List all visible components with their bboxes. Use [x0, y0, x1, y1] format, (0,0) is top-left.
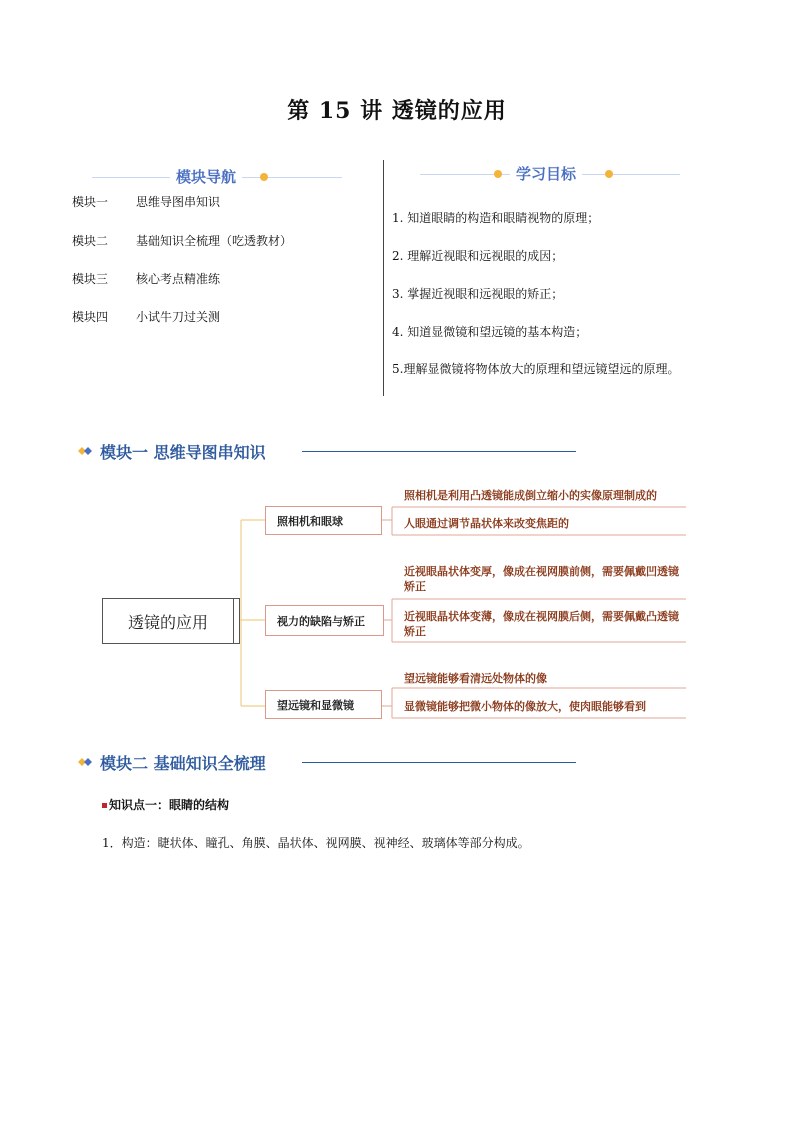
structure-line: 1．构造：睫状体、瞳孔、角膜、晶状体、视网膜、视神经、玻璃体等部分构成。	[102, 836, 530, 850]
goal-item: 4. 知道显微镜和望远镜的基本构造；	[392, 325, 588, 339]
nav-item-label: 思维导图串知识	[136, 195, 221, 209]
goals-heading: 学习目标	[510, 163, 582, 184]
nav-item-key: 模块四	[72, 310, 109, 324]
mindmap-branch: 视力的缺陷与矫正	[265, 605, 384, 636]
mindmap-branch: 望远镜和显微镜	[265, 690, 382, 719]
module1-heading: 模块一 思维导图串知识	[100, 443, 266, 462]
goal-item: 5.理解显微镜将物体放大的原理和望远镜望远的原理。	[392, 362, 680, 376]
mindmap-branch: 照相机和眼球	[265, 506, 382, 535]
nav-item-label: 核心考点精准练	[136, 272, 221, 286]
goal-item: 3. 掌握近视眼和远视眼的矫正；	[392, 287, 564, 301]
mindmap-leaf: 望远镜能够看清远处物体的像	[404, 672, 547, 685]
knowledge-point-text: 知识点一：眼睛的结构	[109, 798, 230, 812]
knowledge-point-title	[102, 796, 229, 813]
module2-diamond-icon	[76, 755, 94, 769]
nav-item-label: 小试牛刀过关测	[136, 310, 221, 324]
mindmap-leaf: 照相机是利用凸透镜能成倒立缩小的实像原理制成的	[404, 489, 657, 502]
goal-item: 2. 理解近视眼和远视眼的成因；	[392, 249, 564, 263]
module2-heading: 模块二 基础知识全梳理	[100, 754, 266, 773]
mindmap-leaf: 显微镜能够把微小物体的像放大，使肉眼能够看到	[404, 700, 646, 713]
nav-item-label: 基础知识全梳理（吃透教材）	[136, 234, 293, 248]
page-title: 第 15 讲 透镜的应用	[287, 98, 507, 124]
nav-item-key: 模块二	[72, 234, 109, 248]
nav-item-key: 模块三	[72, 272, 109, 286]
goal-item: 1. 知道眼睛的构造和眼睛视物的原理；	[392, 211, 600, 225]
mindmap-leaf: 人眼通过调节晶状体来改变焦距的	[404, 517, 569, 530]
mindmap-leaf: 近视眼晶状体变薄，像成在视网膜后侧，需要佩戴凸透镜矫正	[404, 610, 679, 638]
bullet-square-icon	[102, 803, 107, 808]
nav-heading: 模块导航	[170, 166, 242, 187]
nav-item-key: 模块一	[72, 195, 109, 209]
mindmap-root: 透镜的应用	[102, 598, 234, 644]
module2-heading-line	[302, 762, 576, 763]
mindmap-leaf: 近视眼晶状体变厚，像成在视网膜前侧，需要佩戴凹透镜矫正	[404, 565, 679, 593]
